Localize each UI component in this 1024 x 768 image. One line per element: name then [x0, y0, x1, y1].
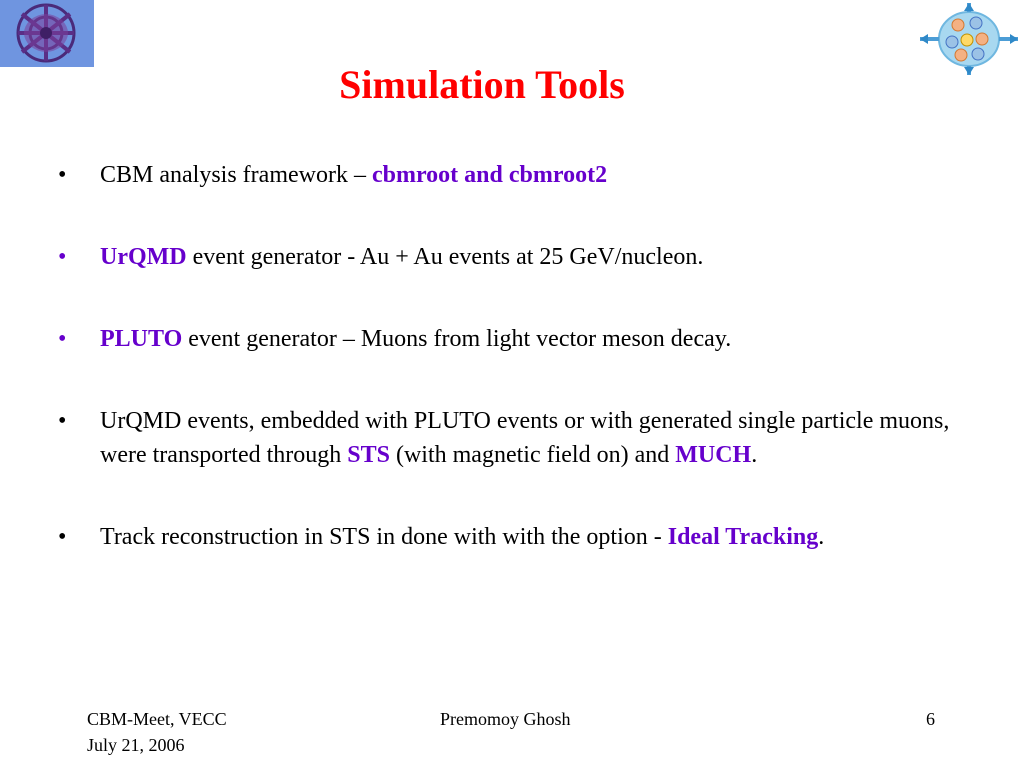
bullet-text: UrQMD events, embedded with PLUTO events or with generated single particle muons, were transported through — [100, 408, 950, 468]
bullet-text: Track reconstruction in STS in done with with the option - — [100, 524, 668, 550]
bullet-pluto — [56, 322, 976, 356]
bullet-highlight-sts: STS — [347, 442, 390, 468]
bullet-marker: • — [58, 408, 67, 434]
bullet-text-end: . — [751, 442, 758, 468]
footer-event-name: CBM-Meet, VECC — [87, 709, 227, 729]
page-number: 6 — [926, 709, 935, 729]
bullet-marker: • — [58, 524, 67, 550]
footer-date: July 21, 2006 — [87, 735, 185, 755]
bullet-highlight: PLUTO — [100, 326, 183, 352]
cbm-logo — [0, 0, 94, 67]
footer-event — [87, 706, 227, 758]
bullet-urqmd — [56, 240, 976, 274]
slide-title: Simulation Tools — [339, 62, 625, 107]
bullet-marker: • — [58, 244, 67, 270]
bullet-text: event generator - Au + Au events at 25 GeV/nucleon. — [186, 244, 704, 270]
bullet-text: CBM analysis framework – — [100, 162, 372, 188]
bullet-tracking — [56, 520, 976, 554]
bullet-highlight-much: MUCH — [675, 442, 752, 468]
bullet-highlight: Ideal Tracking — [667, 524, 819, 550]
bullet-text-end: . — [818, 524, 825, 550]
bullet-transport — [56, 404, 976, 472]
cbm-detector-icon — [0, 0, 94, 67]
bullet-highlight: cbmroot and cbmroot2 — [371, 162, 608, 188]
bullet-text-middle: (with magnetic field on) and — [389, 442, 676, 468]
bullet-marker: • — [58, 326, 67, 352]
bullet-highlight: UrQMD — [100, 244, 187, 270]
bullet-text: event generator – Muons from light vector meson decay. — [182, 326, 732, 352]
bullet-framework — [56, 158, 976, 192]
bullet-list — [56, 158, 976, 554]
bullet-marker: • — [58, 162, 67, 188]
footer-author: Premomoy Ghosh — [440, 709, 571, 729]
